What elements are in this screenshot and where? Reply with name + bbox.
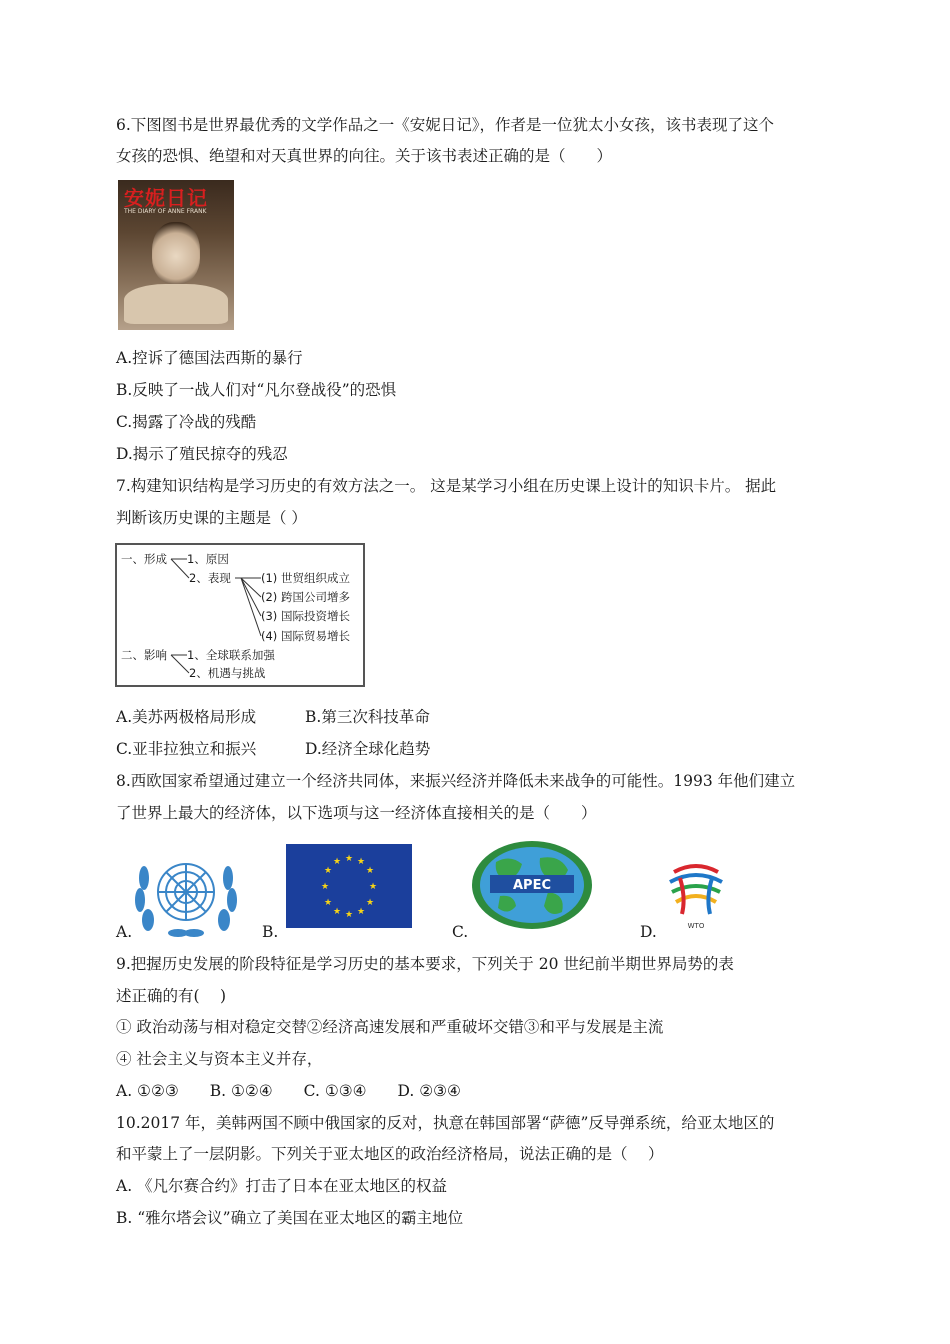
apec-globe-icon (470, 840, 594, 930)
wto-text: WTO (687, 922, 705, 930)
diagram-m4: (4) 国际贸易增长 (261, 629, 350, 643)
q9-stem-line2: 述正确的有( ) (116, 987, 227, 1005)
diagram-manifest: 2、表现 (189, 571, 231, 585)
svg-text:★: ★ (332, 907, 342, 917)
q6-option-c: C.揭露了冷战的残酷 (116, 413, 257, 431)
svg-text:★: ★ (344, 910, 354, 920)
diagram-cause: 1、原因 (187, 552, 229, 566)
q7-stem-line2: 判断该历史课的主题是（ ） (116, 509, 307, 527)
svg-text:★: ★ (365, 898, 375, 908)
q8-label-a: A. (116, 923, 133, 941)
q9-stem-line1: 9.把握历史发展的阶段特征是学习历史的基本要求，下列关于 20 世纪前半期世界局势的表 (116, 955, 734, 973)
q7-option-d: D.经济全球化趋势 (305, 740, 431, 758)
diagram-m3: (3) 国际投资增长 (261, 609, 350, 623)
svg-text:★: ★ (344, 854, 354, 864)
diagram-i2: 2、机遇与挑战 (189, 666, 266, 680)
q10-option-b: B. “雅尔塔会议”确立了美国在亚太地区的霸主地位 (116, 1209, 464, 1227)
q6-option-b: B.反映了一战人们对“凡尔登战役”的恐惧 (116, 381, 397, 399)
svg-text:★: ★ (320, 882, 330, 892)
q8-label-b: B. (262, 923, 279, 941)
q9-options: A. ①②③ B. ①②④ C. ①③④ D. ②③④ (116, 1082, 461, 1100)
q8-stem-line1: 8.西欧国家希望通过建立一个经济共同体，来振兴经济并降低未来战争的可能性。1993 年他们建立 (116, 772, 796, 790)
svg-text:★: ★ (368, 882, 378, 892)
q8-label-c: C. (452, 923, 469, 941)
eu-flag-icon (286, 844, 412, 928)
q7-stem-line1: 7.构建知识结构是学习历史的有效方法之一。 这是某学习小组在历史课上设计的知识卡片。 据此 (116, 477, 777, 495)
wto-logo-icon (660, 858, 732, 934)
q8-label-d: D. (640, 923, 657, 941)
svg-text:★: ★ (356, 857, 366, 867)
q6-option-d: D.揭示了殖民掠夺的残忍 (116, 445, 288, 463)
diagram-m2: (2) 跨国公司增多 (261, 590, 350, 604)
diagram-i1: 1、全球联系加强 (187, 648, 275, 662)
svg-text:★: ★ (365, 866, 375, 876)
q8-stem-line2: 了世界上最大的经济体，以下选项与这一经济体直接相关的是（ ） (116, 804, 597, 822)
anne-frank-book-cover (118, 180, 234, 330)
q9-items-line1: ① 政治动荡与相对稳定交替②经济高速发展和严重破坏交错③和平与发展是主流 (116, 1018, 664, 1036)
book-subtitle: THE DIARY OF ANNE FRANK (124, 208, 207, 215)
svg-text:★: ★ (356, 907, 366, 917)
q10-stem-line2: 和平蒙上了一层阴影。下列关于亚太地区的政治经济格局，说法正确的是（ ） (116, 1145, 664, 1163)
portrait-face (152, 222, 200, 284)
apec-text: APEC (512, 878, 552, 893)
svg-text:★: ★ (332, 857, 342, 867)
portrait-arms (124, 284, 228, 324)
q6-option-a: A.控诉了德国法西斯的暴行 (116, 349, 303, 367)
q7-option-a: A.美苏两极格局形成 (116, 708, 257, 726)
diagram-formation: 一、形成 (121, 552, 167, 566)
svg-text:★: ★ (323, 866, 333, 876)
q6-stem-line1: 6.下图图书是世界最优秀的文学作品之一《安妮日记》，作者是一位犹太小女孩，该书表现了这个 (116, 116, 775, 134)
diagram-m1: (1) 世贸组织成立 (261, 571, 350, 585)
knowledge-card-diagram (115, 543, 365, 687)
q9-items-line2: ④ 社会主义与资本主义并存， (116, 1050, 323, 1068)
book-title: 安妮日记 (124, 186, 208, 210)
diagram-impact: 二、影响 (121, 648, 167, 662)
un-emblem-icon (130, 848, 242, 938)
q7-option-c: C.亚非拉独立和振兴 (116, 740, 257, 758)
q10-stem-line1: 10.2017 年，美韩两国不顾中俄国家的反对，执意在韩国部署“萨德”反导弹系统，给亚太地区的 (116, 1114, 775, 1132)
svg-text:★: ★ (323, 898, 333, 908)
q7-option-b: B.第三次科技革命 (305, 708, 430, 726)
q10-option-a: A. 《凡尔赛合约》打击了日本在亚太地区的权益 (116, 1177, 448, 1195)
q6-stem-line2: 女孩的恐惧、绝望和对天真世界的向往。关于该书表述正确的是（ ） (116, 147, 613, 165)
